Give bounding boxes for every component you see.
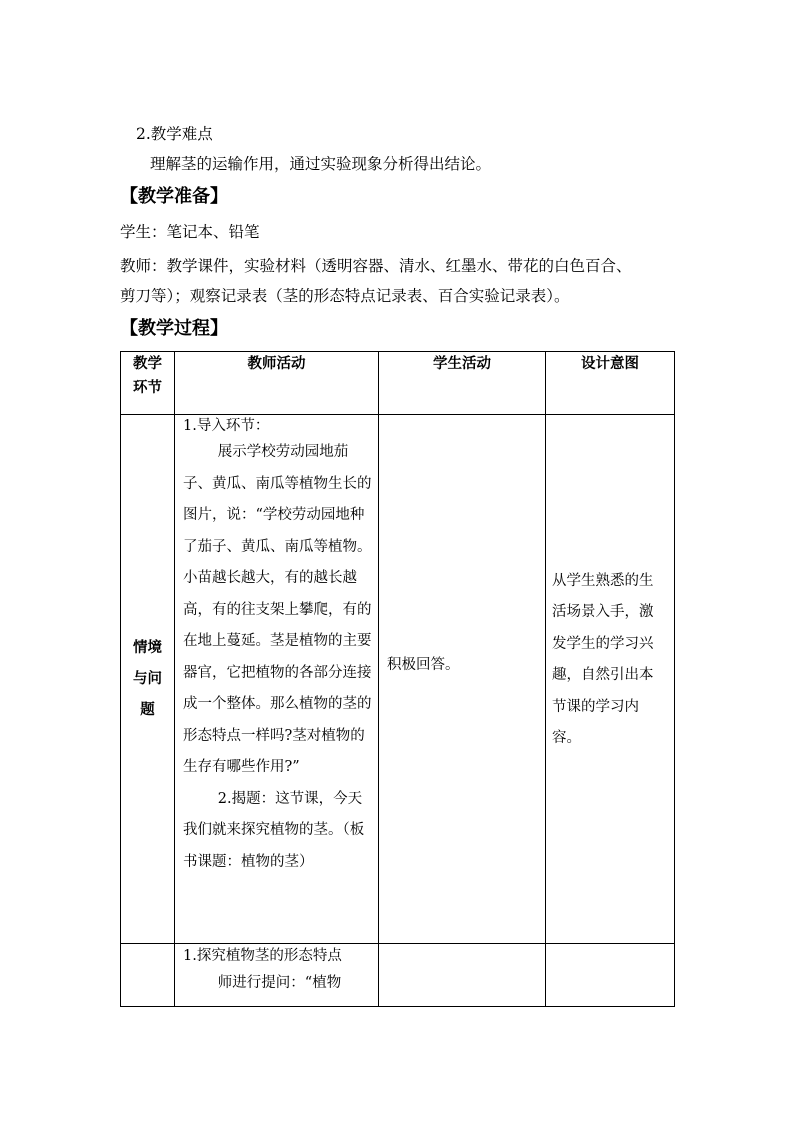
table-header-row [121, 352, 675, 415]
header-stage-line1: 教学 [133, 356, 162, 372]
stage-label-line2: 与问 [133, 670, 162, 687]
teacher-item1-body: 展示学校劳动园地茄子、黄瓜、南瓜等植物生长的图片，说：“学校劳动园地种了茄子、黄瓜、南瓜等植物。小苗越长越大，有的越长越高，有的往支架上攀爬，有的在地上蔓延。茎是植物的主要器官，它把植物的各部分连接成一个整体。那么植物的茎的形态特点一样吗?茎对植物的生存有哪些作用?” [183, 444, 372, 775]
teacher-activity-cell [175, 944, 379, 1007]
student-activity-text [379, 944, 545, 946]
preparation-student: 学生：笔记本、铅笔 [120, 223, 260, 241]
teacher-item1-title: 1.导入环节： [183, 418, 270, 434]
header-intent: 设计意图 [546, 352, 675, 415]
student-activity-cell [379, 415, 546, 944]
header-stage-line2: 环节 [133, 380, 162, 396]
student-activity-text: 积极回答。 [387, 657, 460, 674]
stage-label-line1: 情境 [133, 639, 162, 656]
design-intent-cell [546, 415, 675, 944]
lesson-process-table [120, 351, 675, 1007]
header-stage [121, 352, 175, 415]
stage-cell [121, 415, 175, 944]
stage-cell [121, 944, 175, 1007]
stage-label [121, 633, 174, 726]
preparation-teacher-line1: 教师：教学课件，实验材料（透明容器、清水、红墨水、带花的白色百合、 [120, 257, 632, 275]
header-student: 学生活动 [379, 352, 546, 415]
table-row [121, 944, 675, 1007]
header-teacher: 教师活动 [175, 352, 379, 415]
difficulty-text: 理解茎的运输作用，通过实验现象分析得出结论。 [150, 155, 492, 173]
teacher-item2: 2.揭题：这节课，今天我们就来探究植物的茎。（板书课题：植物的茎） [183, 790, 365, 870]
design-intent-text: 从学生熟悉的生活场景入手，激发学生的学习兴趣，自然引出本节课的学习内容。 [552, 572, 654, 746]
stage-label-line3: 题 [140, 701, 155, 718]
design-intent-cell [546, 944, 675, 1007]
design-intent-text [546, 944, 674, 946]
difficulty-title: 2.教学难点 [136, 125, 213, 143]
preparation-teacher-line2: 剪刀等）；观察记录表（茎的形态特点记录表、百合实验记录表）。 [120, 287, 570, 305]
table-row [121, 415, 675, 944]
teacher-item1-body: 师进行提问：“植物 [217, 975, 342, 991]
preparation-heading: 【教学准备】 [120, 186, 228, 207]
teacher-activity-cell [175, 415, 379, 944]
student-activity-cell [379, 944, 546, 1007]
process-heading: 【教学过程】 [120, 318, 228, 339]
teacher-item1-title: 1.探究植物茎的形态特点 [183, 948, 342, 964]
